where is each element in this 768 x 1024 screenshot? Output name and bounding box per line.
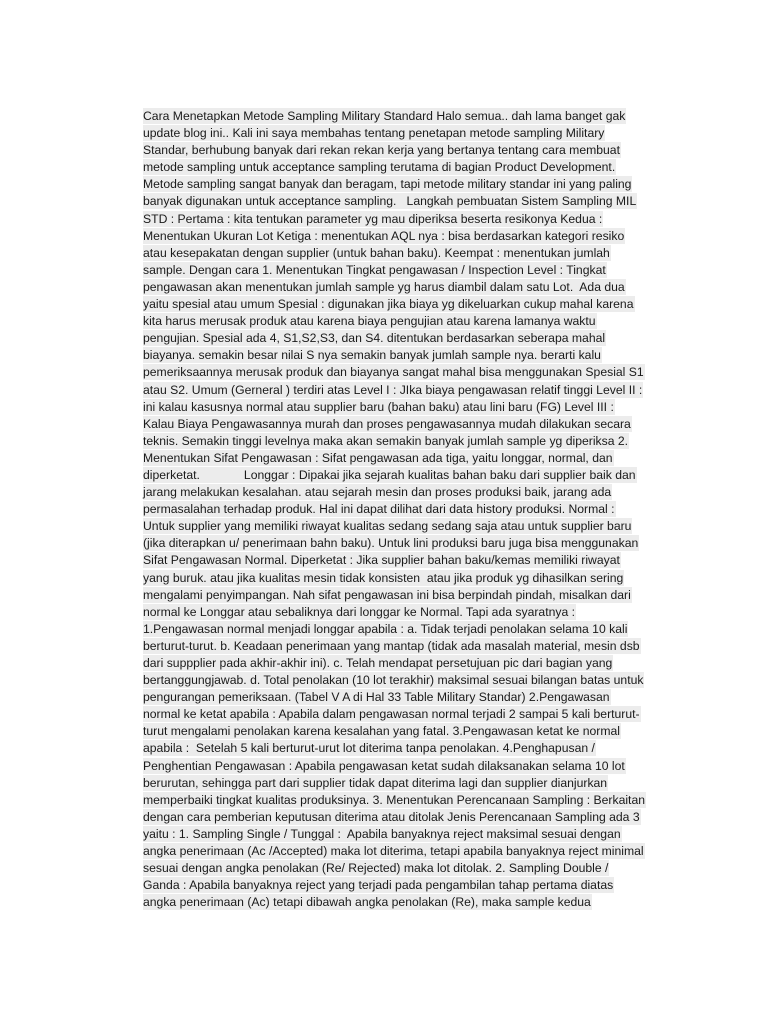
text-line-content: normal ke ketat apabila : Apabila dalam pengawasan normal terjadi 2 sampai 5 kali berturut-	[143, 707, 640, 722]
text-line	[143, 262, 663, 279]
text-line	[143, 535, 663, 552]
text-line-content: sesuai dengan angka penolakan (Re/ Rejected) maka lot ditolak. 2. Sampling Double /	[143, 861, 609, 876]
text-line	[143, 518, 663, 535]
text-line-content: atau kesepakatan dengan supplier (untuk bahan baku). Keempat : menentukan jumlah	[143, 245, 610, 260]
text-line	[143, 142, 663, 159]
document-body	[143, 108, 663, 911]
text-line	[143, 108, 663, 125]
text-line	[143, 706, 663, 723]
text-line	[143, 450, 663, 467]
text-line-content: banyak digunakan untuk acceptance sampling. Langkah pembuatan Sistem Sampling MIL	[143, 194, 637, 209]
text-line	[143, 809, 663, 826]
text-line	[143, 125, 663, 142]
text-line	[143, 433, 663, 450]
text-line	[143, 228, 663, 245]
text-line-content: berurutan, sehingga part dari supplier tidak dapat diterima lagi dan supplier dianjurkan	[143, 775, 608, 790]
text-line-content: yang buruk. atau jika kualitas mesin tidak konsisten atau jika produk yg dihasilkan sering	[143, 570, 624, 585]
text-line	[143, 552, 663, 569]
text-line	[143, 176, 663, 193]
text-line	[143, 672, 663, 689]
text-line	[143, 792, 663, 809]
text-line	[143, 399, 663, 416]
text-line	[143, 347, 663, 364]
text-line-content: jarang melakukan kesalahan. atau sejarah mesin dan proses produksi baik, jarang ada	[143, 485, 612, 500]
text-line	[143, 843, 663, 860]
text-line	[143, 758, 663, 775]
text-line	[143, 364, 663, 381]
text-line	[143, 638, 663, 655]
text-line	[143, 279, 663, 296]
text-line-content: Sifat Pengawasan Normal. Diperketat : Jika supplier bahan baku/kemas memiliki riwayat	[143, 553, 620, 568]
text-line-content: STD : Pertama : kita tentukan parameter yg mau diperiksa beserta resikonya Kedua :	[143, 211, 603, 226]
text-line-content: diperketat. Longgar : Dipakai jika sejarah kualitas bahan baku dari supplier baik dan	[143, 467, 636, 482]
text-line-content: pengawasan akan menentukan jumlah sample yg harus diambil dalam satu Lot. Ada dua	[143, 279, 625, 294]
text-line	[143, 296, 663, 313]
text-line	[143, 159, 663, 176]
text-line-content: yaitu : 1. Sampling Single / Tunggal : Apabila banyaknya reject maksimal sesuai dengan	[143, 826, 621, 841]
text-line-content: Metode sampling sangat banyak dan beragam, tapi metode military standar ini yang paling	[143, 177, 632, 192]
text-line	[143, 826, 663, 843]
text-line	[143, 877, 663, 894]
text-line	[143, 501, 663, 518]
text-line-content: atau S2. Umum (Gerneral ) terdiri atas Level I : JIka biaya pengawasan relatif tinggi Level II :	[143, 382, 643, 397]
text-line-content: pengurangan pemeriksaan. (Tabel V A di Hal 33 Table Military Standar) 2.Pengawasan	[143, 690, 610, 705]
text-line-content: permasalahan terhadap produk. Hal ini dapat dilihat dari data history produksi. Normal :	[143, 502, 615, 517]
text-line-content: (jika diterapkan u/ penerimaan bahn baku). Untuk lini produksi baru juga bisa menggunakan	[143, 536, 639, 551]
text-line-content: 1.Pengawasan normal menjadi longgar apabila : a. Tidak terjadi penolakan selama 10 kali	[143, 621, 628, 636]
text-line-content: update blog ini.. Kali ini saya membahas tentang penetapan metode sampling Military	[143, 126, 605, 141]
text-line	[143, 723, 663, 740]
text-line-content: kita harus merusak produk atau karena biaya pengujian atau karena lamanya waktu	[143, 314, 596, 329]
text-line	[143, 330, 663, 347]
text-line-content: Ganda : Apabila banyaknya reject yang terjadi pada pengambilan tahap pertama diatas	[143, 878, 614, 893]
text-line	[143, 467, 663, 484]
text-line-content: Menentukan Sifat Pengawasan : Sifat pengawasan ada tiga, yaitu longgar, normal, dan	[143, 450, 613, 465]
text-line-content: Kalau Biaya Pengawasannya murah dan proses pengawasannya mudah dilakukan secara	[143, 416, 631, 431]
text-line-content: dengan cara pemberian keputusan diterima atau ditolak Jenis Perencanaan Sampling ada 3	[143, 809, 640, 824]
text-line	[143, 689, 663, 706]
text-line	[143, 313, 663, 330]
text-line-content: memperbaiki tingkat kualitas produksinya. 3. Menentukan Perencanaan Sampling : Berkaitan	[143, 792, 646, 807]
text-line-content: pemeriksaannya merusak produk dan biayanya sangat mahal bisa menggunakan Spesial S1	[143, 365, 644, 380]
text-line-content: teknis. Semakin tinggi levelnya maka akan semakin banyak jumlah sample yg diperiksa 2.	[143, 433, 629, 448]
text-line	[143, 570, 663, 587]
text-line-content: dari suppplier pada akhir-akhir ini). c. Telah mendapat persetujuan pic dari bagian yang	[143, 656, 613, 670]
text-line-content: yaitu spesial atau umum Spesial : digunakan jika biaya yg dikeluarkan cukup mahal karena	[143, 297, 634, 312]
text-line	[143, 193, 663, 210]
text-line-content: Cara Menetapkan Metode Sampling Military Standard Halo semua.. dah lama banget gak	[143, 109, 626, 123]
text-line-content: metode sampling untuk acceptance sampling terutama di bagian Product Development.	[143, 160, 616, 175]
text-line	[143, 604, 663, 621]
text-line-content: bertanggungjawab. d. Total penolakan (10 lot terakhir) maksimal sesuai bilangan batas untuk	[143, 673, 644, 688]
text-line-content: Penghentian Pengawasan : Apabila pengawasan ketat sudah dilaksanakan selama 10 lot	[143, 758, 625, 773]
text-line-content: mengalami penyimpangan. Nah sifat pengawasan ini bisa berpindah pindah, misalkan dari	[143, 587, 631, 602]
text-line-content: angka penerimaan (Ac) tetapi dibawah angka penolakan (Re), maka sample kedua	[143, 895, 591, 910]
text-line-content: berturut-turut. b. Keadaan penerimaan yang mantap (tidak ada masalah material, mesin dsb	[143, 638, 640, 653]
text-line-content: biayanya. semakin besar nilai S nya semakin banyak jumlah sample nya. berarti kalu	[143, 348, 601, 363]
text-line	[143, 775, 663, 792]
text-line	[143, 621, 663, 638]
text-line	[143, 894, 663, 911]
text-line-content: angka penerimaan (Ac /Accepted) maka lot diterima, tetapi apabila banyaknya reject minimal	[143, 844, 644, 859]
text-line-content: Untuk supplier yang memiliki riwayat kualitas sedang sedang saja atau untuk supplier baru	[143, 519, 632, 534]
text-line	[143, 211, 663, 228]
text-line	[143, 416, 663, 433]
text-line-content: apabila : Setelah 5 kali berturut-urut lot diterima tanpa penolakan. 4.Penghapusan /	[143, 741, 595, 756]
text-line-content: pengujian. Spesial ada 4, S1,S2,S3, dan S4. ditentukan berdasarkan seberapa mahal	[143, 331, 606, 346]
text-line	[143, 484, 663, 501]
text-line-content: normal ke Longgar atau sebaliknya dari longgar ke Normal. Tapi ada syaratnya :	[143, 604, 576, 619]
text-line-content: Menentukan Ukuran Lot Ketiga : menentukan AQL nya : bisa berdasarkan kategori resiko	[143, 228, 625, 243]
text-line-content: ini kalau kasusnya normal atau supplier baru (bahan baku) atau lini baru (FG) Level III :	[143, 399, 614, 414]
text-line-content: Standar, berhubung banyak dari rekan rekan kerja yang bertanya tentang cara membuat	[143, 143, 620, 158]
text-line	[143, 860, 663, 877]
text-line	[143, 587, 663, 604]
text-line	[143, 245, 663, 262]
text-line-content: sample. Dengan cara 1. Menentukan Tingkat pengawasan / Inspection Level : Tingkat	[143, 262, 606, 277]
text-line-content: turut mengalami penolakan karena kesalahan yang fatal. 3.Pengawasan ketat ke normal	[143, 724, 620, 739]
text-line	[143, 740, 663, 757]
text-line	[143, 655, 663, 672]
text-line	[143, 382, 663, 399]
